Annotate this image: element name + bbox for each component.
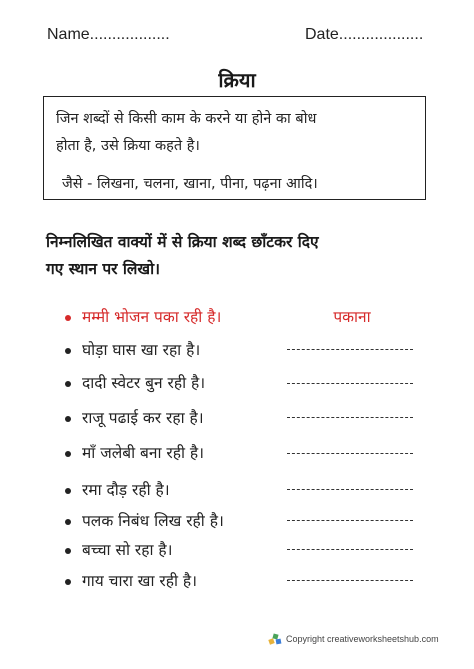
date-field-label: Date................... xyxy=(305,26,424,43)
sentence-text: मम्मी भोजन पका रही है। xyxy=(82,308,222,326)
bullet-icon xyxy=(65,348,71,354)
bullet-icon xyxy=(65,381,71,387)
copyright-text: Copyright creativeworksheetshub.com xyxy=(286,634,439,644)
answer-text: पकाना xyxy=(333,308,371,326)
sentence-text: दादी स्वेटर बुन रही है। xyxy=(82,374,206,392)
name-field-label: Name.................. xyxy=(47,26,170,43)
sentence-text: रमा दौड़ रही है। xyxy=(82,481,170,499)
answer-blank[interactable] xyxy=(287,453,413,454)
instruction-line-1: निम्नलिखित वाक्यों में से क्रिया शब्द छाँटकर दिए xyxy=(46,233,319,251)
bullet-icon xyxy=(65,451,71,457)
bullet-icon xyxy=(65,416,71,422)
answer-blank[interactable] xyxy=(287,383,413,384)
definition-line-1: जिन शब्दों से किसी काम के करने या होने का बोध xyxy=(56,111,317,127)
brand-logo-icon xyxy=(268,632,282,646)
bullet-icon xyxy=(65,519,71,525)
sentence-text: पलक निबंध लिख रही है। xyxy=(82,512,224,530)
bullet-icon xyxy=(65,548,71,554)
sentence-text: घोड़ा घास खा रहा है। xyxy=(82,341,201,359)
sentence-text: माँ जलेबी बना रही है। xyxy=(82,444,205,462)
sentence-text: बच्चा सो रहा है। xyxy=(82,541,173,559)
bullet-icon xyxy=(65,488,71,494)
answer-blank[interactable] xyxy=(287,489,413,490)
worksheet-title: क्रिया xyxy=(218,68,256,92)
bullet-icon xyxy=(65,579,71,585)
answer-blank[interactable] xyxy=(287,549,413,550)
answer-blank[interactable] xyxy=(287,520,413,521)
answer-blank[interactable] xyxy=(287,349,413,350)
instruction-line-2: गए स्थान पर लिखो। xyxy=(46,260,160,278)
definition-box xyxy=(43,96,426,200)
definition-line-2: होता है, उसे क्रिया कहते है। xyxy=(56,138,200,154)
bullet-icon xyxy=(65,315,71,321)
answer-blank[interactable] xyxy=(287,417,413,418)
sentence-text: राजू पढाई कर रहा है। xyxy=(82,409,204,427)
answer-blank[interactable] xyxy=(287,580,413,581)
sentence-text: गाय चारा खा रही है। xyxy=(82,572,198,590)
definition-example: जैसे - लिखना, चलना, खाना, पीना, पढ़ना आदि। xyxy=(62,176,318,192)
